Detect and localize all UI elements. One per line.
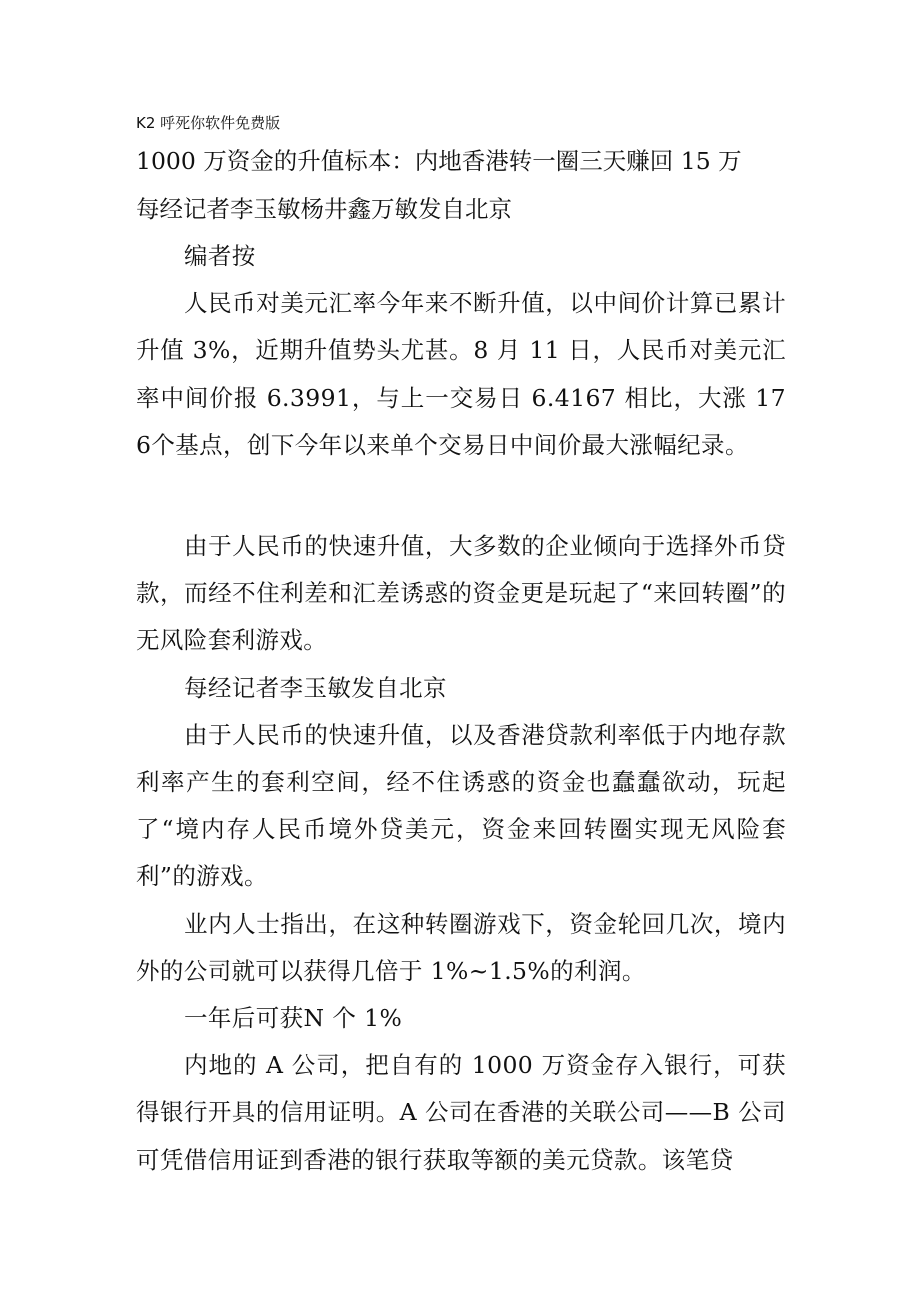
byline-top: 每经记者李玉敏杨井鑫万敏发自北京 <box>136 195 512 223</box>
editor-note-label: 编者按 <box>184 242 256 270</box>
editor-note-text: 人民币对美元汇率今年来不断升值，以中间价计算已累计升值 3%，近期升值势头尤甚。8 月 11 日，人民币对美元汇率中间价报 6.3991，与上一交易日 6.4167 相比，大涨 176个基点，创下今年以来单个交易日中间价最大涨幅纪录。 <box>136 289 786 459</box>
subheading: 一年后可获N 个 1% <box>184 1004 403 1033</box>
paragraph-2: 业内人士指出，在这种转圈游戏下，资金轮回几次，境内外的公司就可以获得几倍于 1%~1.5%的利润。 <box>136 909 786 985</box>
byline-second: 每经记者李玉敏发自北京 <box>184 673 447 702</box>
editor-note-section <box>136 233 786 469</box>
article-body <box>136 523 786 1184</box>
article-title: 1000 万资金的升值标本：内地香港转一圈三天赚回 15 万 <box>136 147 742 175</box>
header-note: K2 呼死你软件免费版 <box>136 114 281 132</box>
paragraph-1: 由于人民币的快速升值，以及香港贷款利率低于内地存款利率产生的套利空间，经不住诱惑的资金也蠢蠢欲动，玩起了“境内存人民币境外贷美元，资金来回转圈实现无风险套利”的游戏。 <box>136 720 786 891</box>
paragraph-3: 内地的 A 公司，把自有的 1000 万资金存入银行，可获得银行开具的信用证明。A 公司在香港的关联公司——B 公司可凭借信用证到香港的银行获取等额的美元贷款。该笔贷 <box>136 1051 786 1174</box>
intro-paragraph: 由于人民币的快速升值，大多数的企业倾向于选择外币贷款，而经不住利差和汇差诱惑的资金更是玩起了“来回转圈”的无风险套利游戏。 <box>136 532 786 655</box>
